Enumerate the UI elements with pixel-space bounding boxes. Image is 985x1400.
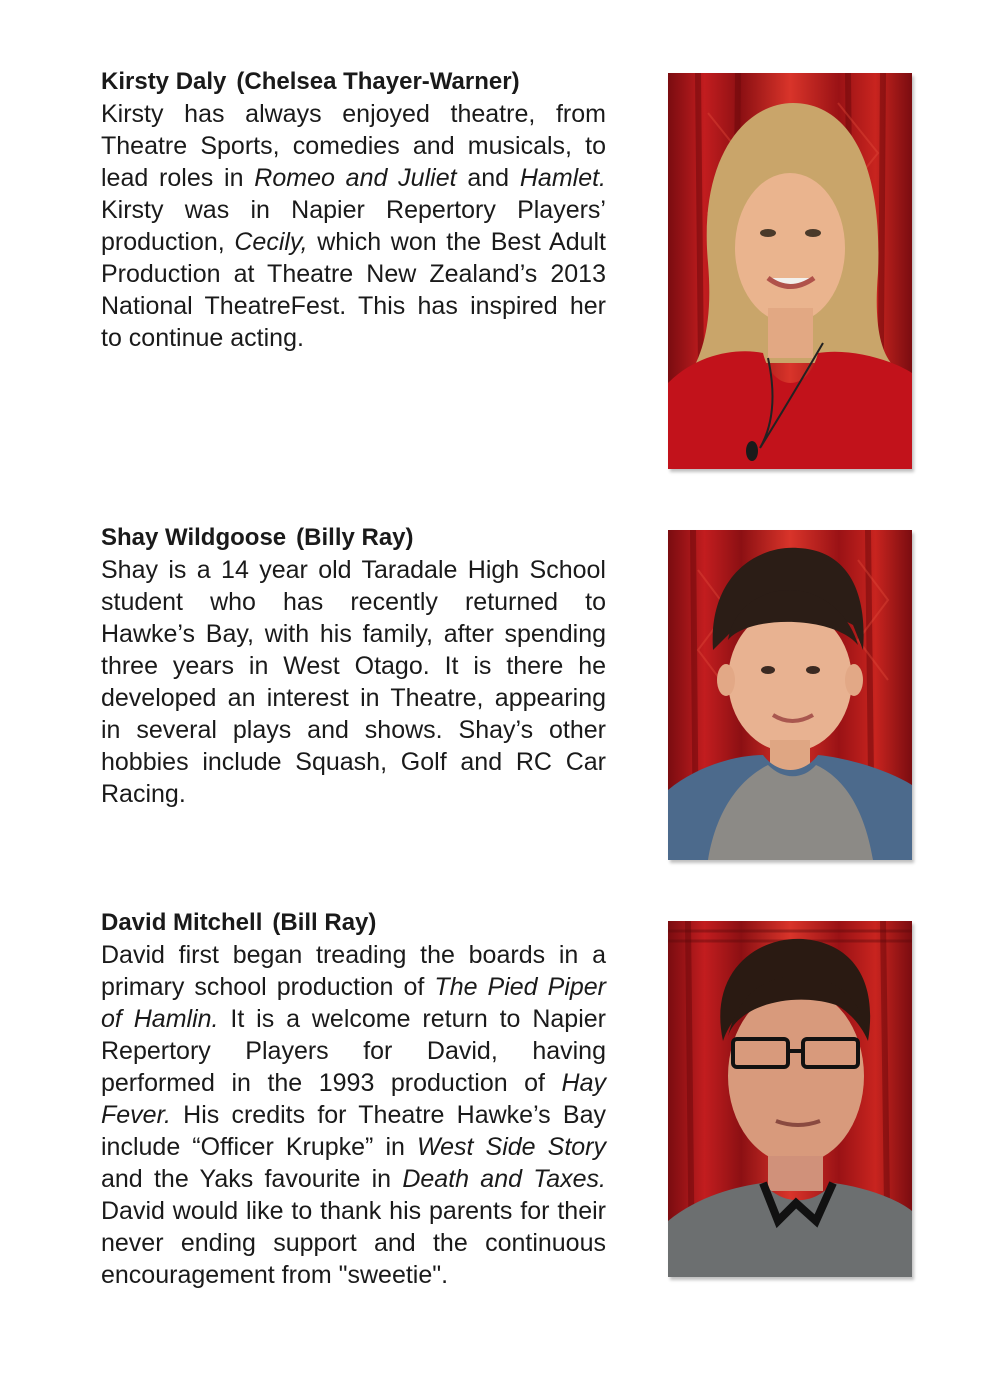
bio-production-title: West Side Story: [416, 1133, 606, 1161]
cast-bio-kirsty-daly: [101, 66, 606, 354]
bio-text-segment: It is a welcome return to Napier Repertory Players for David, having performed in the 1993 production of: [101, 1005, 606, 1097]
cast-role: (Chelsea Thayer-Warner): [236, 68, 520, 95]
cast-role: (Billy Ray): [296, 524, 414, 551]
bio-text-segment: Kirsty has always enjoyed theatre, from Theatre Sports, comedies and musicals, to lead roles in: [101, 100, 606, 192]
bio-text-segment: and: [456, 164, 520, 192]
bio-production-title: Hamlet.: [519, 164, 607, 192]
bio-production-title: Death and Taxes.: [402, 1165, 606, 1193]
cast-heading: [101, 907, 606, 939]
cast-bio-text: [101, 554, 606, 810]
cast-heading: [101, 522, 606, 554]
cast-bio-text: [101, 98, 606, 354]
bio-text-segment: David would like to thank his parents for their never ending support and the continuous encouragement from "sweetie".: [101, 1197, 606, 1289]
bio-text-segment: and the Yaks favourite in: [101, 1165, 403, 1193]
bio-text-segment: David first began treading the boards in a primary school production of: [101, 941, 606, 1001]
cast-name: David Mitchell: [101, 909, 263, 936]
cast-photo-david-mitchell: [668, 921, 912, 1277]
bio-text-segment: Kirsty was in Napier Repertory Players’ production,: [101, 196, 606, 256]
cast-role: (Bill Ray): [272, 909, 377, 936]
cast-bio-shay-wildgoose: [101, 522, 606, 810]
cast-name: Shay Wildgoose: [101, 524, 287, 551]
cast-bio-david-mitchell: [101, 907, 606, 1291]
bio-production-title: Hay Fever.: [101, 1069, 606, 1129]
cast-photo-shay-wildgoose: [668, 530, 912, 860]
cast-photo-kirsty-daly: [668, 73, 912, 469]
cast-name: Kirsty Daly: [101, 68, 227, 95]
bio-production-title: Cecily,: [234, 228, 308, 256]
cast-bio-text: [101, 939, 606, 1291]
cast-heading: [101, 66, 606, 98]
bio-text-segment: which won the Best Adult Production at Theatre New Zealand’s 2013 National TheatreFest. This has inspired her to continue acting.: [101, 228, 606, 352]
bio-text-segment: His credits for Theatre Hawke’s Bay include “Officer Krupke” in: [101, 1101, 606, 1161]
bio-production-title: The Pied Piper of Hamlin.: [101, 973, 607, 1033]
bio-production-title: Romeo and Juliet: [254, 164, 457, 192]
bio-text-segment: Shay is a 14 year old Taradale High School student who has recently returned to Hawke’s Bay, with his family, after spending three years in West Otago. It is there he developed an interest in Theatre, appearing in several plays and shows. Shay’s other hobbies include Squash, Golf and RC Car Racing.: [101, 556, 606, 808]
